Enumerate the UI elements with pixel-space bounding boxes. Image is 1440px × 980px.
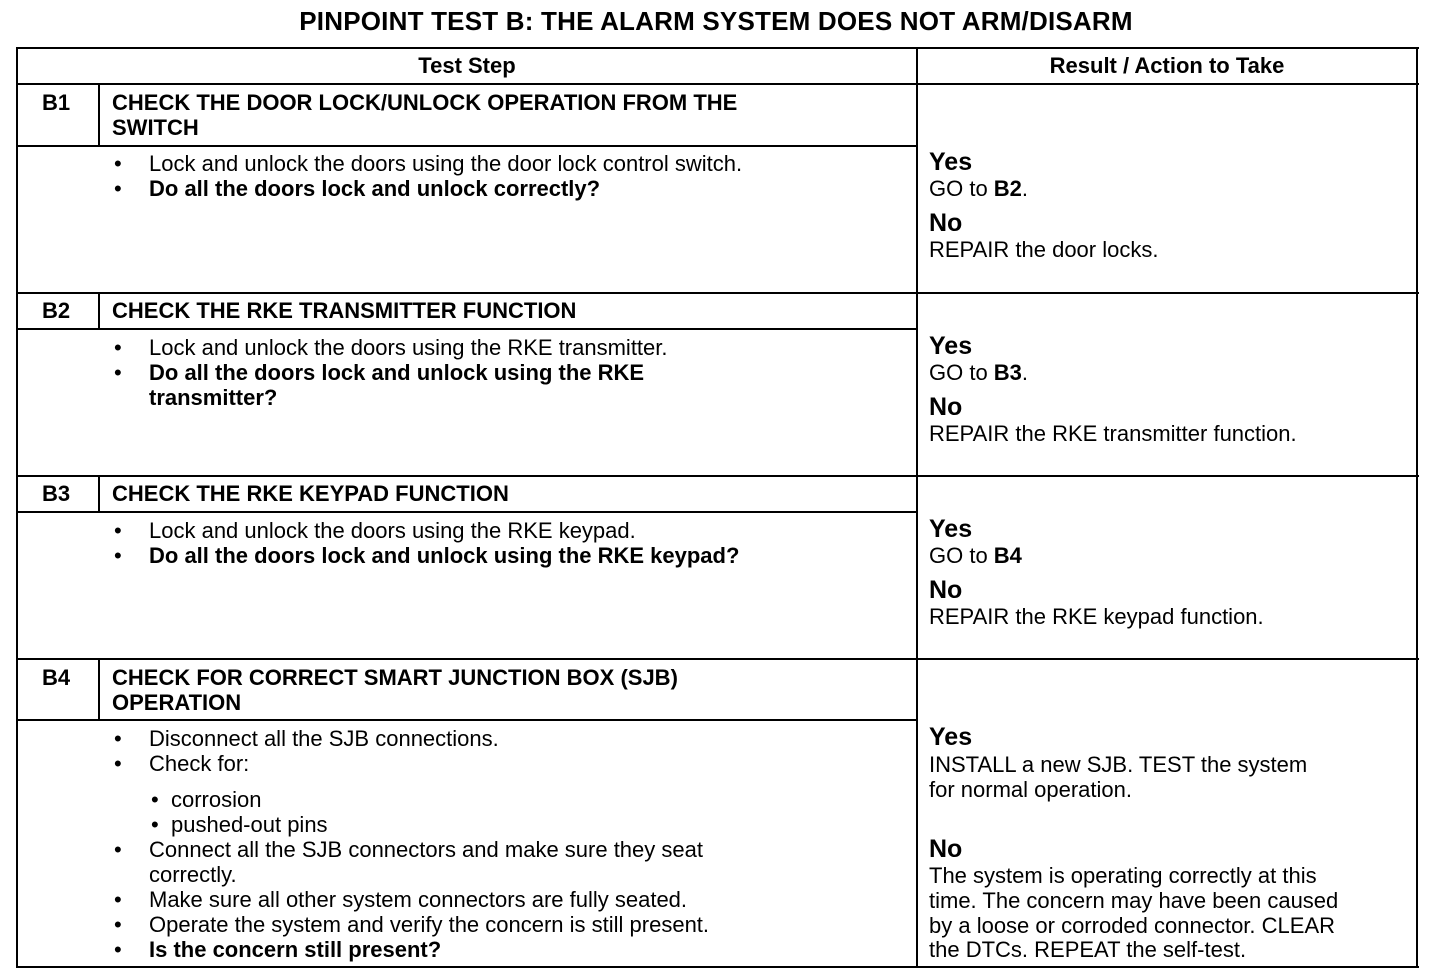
step-heading: CHECK FOR CORRECT SMART JUNCTION BOX (SJB) (112, 665, 678, 690)
sub-bullet: • (151, 812, 159, 837)
no-label: No (929, 835, 963, 863)
heading-underline (16, 511, 918, 513)
heading-underline (16, 145, 918, 147)
bullet: • (114, 726, 122, 751)
no-action: REPAIR the RKE keypad function. (929, 604, 1264, 629)
yes-label: Yes (929, 723, 973, 751)
yes-action (929, 360, 1028, 385)
bullet: • (114, 543, 122, 568)
yes-label: Yes (929, 332, 973, 360)
step-instruction-cont: correctly. (149, 862, 237, 887)
bullet: • (114, 887, 122, 912)
yes-action-end: . (1021, 176, 1029, 201)
step-separator (16, 475, 1419, 477)
no-action: REPAIR the door locks. (929, 237, 1159, 262)
step-instruction: Check for: (149, 751, 250, 776)
yes-action-end: . (1021, 360, 1029, 385)
step-separator (16, 658, 1419, 660)
step-id: B4 (42, 665, 71, 690)
step-question: Is the concern still present? (149, 937, 442, 962)
yes-action (929, 176, 1028, 201)
no-action: by a loose or corroded connector. CLEAR (929, 913, 1336, 938)
step-question: Do all the doors lock and unlock using the RKE keypad? (149, 543, 740, 568)
bullet: • (114, 151, 122, 176)
step-id-divider (98, 83, 100, 145)
header-divider (16, 83, 1419, 85)
bullet: • (114, 176, 122, 201)
yes-action-text: GO to (929, 360, 994, 385)
step-heading: CHECK THE DOOR LOCK/UNLOCK OPERATION FROM THE (112, 90, 738, 115)
step-heading: CHECK THE RKE TRANSMITTER FUNCTION (112, 298, 577, 323)
step-id-divider (98, 475, 100, 512)
step-id: B1 (42, 90, 71, 115)
yes-action-text: GO to (929, 176, 994, 201)
step-instruction: Lock and unlock the doors using the RKE transmitter. (149, 335, 668, 360)
heading-underline (16, 328, 918, 330)
step-id-divider (98, 658, 100, 720)
bullet: • (114, 360, 122, 385)
sub-bullet: • (151, 787, 159, 812)
bullet: • (114, 751, 122, 776)
bullet: • (114, 837, 122, 862)
yes-action: for normal operation. (929, 777, 1132, 802)
table-border-top (16, 47, 1419, 49)
no-label: No (929, 209, 963, 237)
step-reference: B3 (993, 360, 1022, 385)
step-heading: OPERATION (112, 690, 242, 715)
step-id-divider (98, 292, 100, 329)
step-heading: SWITCH (112, 115, 199, 140)
no-label: No (929, 576, 963, 604)
step-instruction: Connect all the SJB connectors and make sure they seat (149, 837, 703, 862)
step-question-cont: transmitter? (149, 385, 278, 410)
no-action: time. The concern may have been caused (929, 888, 1339, 913)
no-action: REPAIR the RKE transmitter function. (929, 421, 1297, 446)
step-heading: CHECK THE RKE KEYPAD FUNCTION (112, 481, 509, 506)
sub-item: pushed-out pins (171, 812, 328, 837)
column-divider (916, 47, 918, 968)
no-action: the DTCs. REPEAT the self-test. (929, 937, 1247, 962)
no-label: No (929, 393, 963, 421)
header-test-step: Test Step (418, 53, 516, 78)
step-instruction: Make sure all other system connectors are fully seated. (149, 887, 688, 912)
page-title: PINPOINT TEST B: THE ALARM SYSTEM DOES NOT ARM/DISARM (299, 6, 1133, 36)
step-instruction: Lock and unlock the doors using the RKE keypad. (149, 518, 636, 543)
step-instruction: Lock and unlock the doors using the door lock control switch. (149, 151, 743, 176)
step-instruction: Operate the system and verify the concern is still present. (149, 912, 710, 937)
yes-action-text: GO to (929, 543, 994, 568)
step-question: Do all the doors lock and unlock using the RKE (149, 360, 645, 385)
step-reference: B4 (993, 543, 1022, 568)
step-id: B3 (42, 481, 71, 506)
bullet: • (114, 518, 122, 543)
yes-label: Yes (929, 515, 973, 543)
sub-item: corrosion (171, 787, 262, 812)
step-id: B2 (42, 298, 71, 323)
yes-action: INSTALL a new SJB. TEST the system (929, 752, 1308, 777)
step-separator (16, 292, 1419, 294)
step-instruction: Disconnect all the SJB connections. (149, 726, 499, 751)
bullet: • (114, 937, 122, 962)
table-border-bottom (16, 966, 1419, 968)
no-action: The system is operating correctly at this (929, 863, 1317, 888)
yes-label: Yes (929, 148, 973, 176)
heading-underline (16, 719, 918, 721)
table-border-right (1416, 47, 1418, 968)
table-border-left (16, 47, 18, 968)
header-result-action: Result / Action to Take (1049, 53, 1285, 78)
step-reference: B2 (993, 176, 1022, 201)
step-question: Do all the doors lock and unlock correctly? (149, 176, 601, 201)
bullet: • (114, 335, 122, 360)
yes-action (929, 543, 1022, 568)
bullet: • (114, 912, 122, 937)
